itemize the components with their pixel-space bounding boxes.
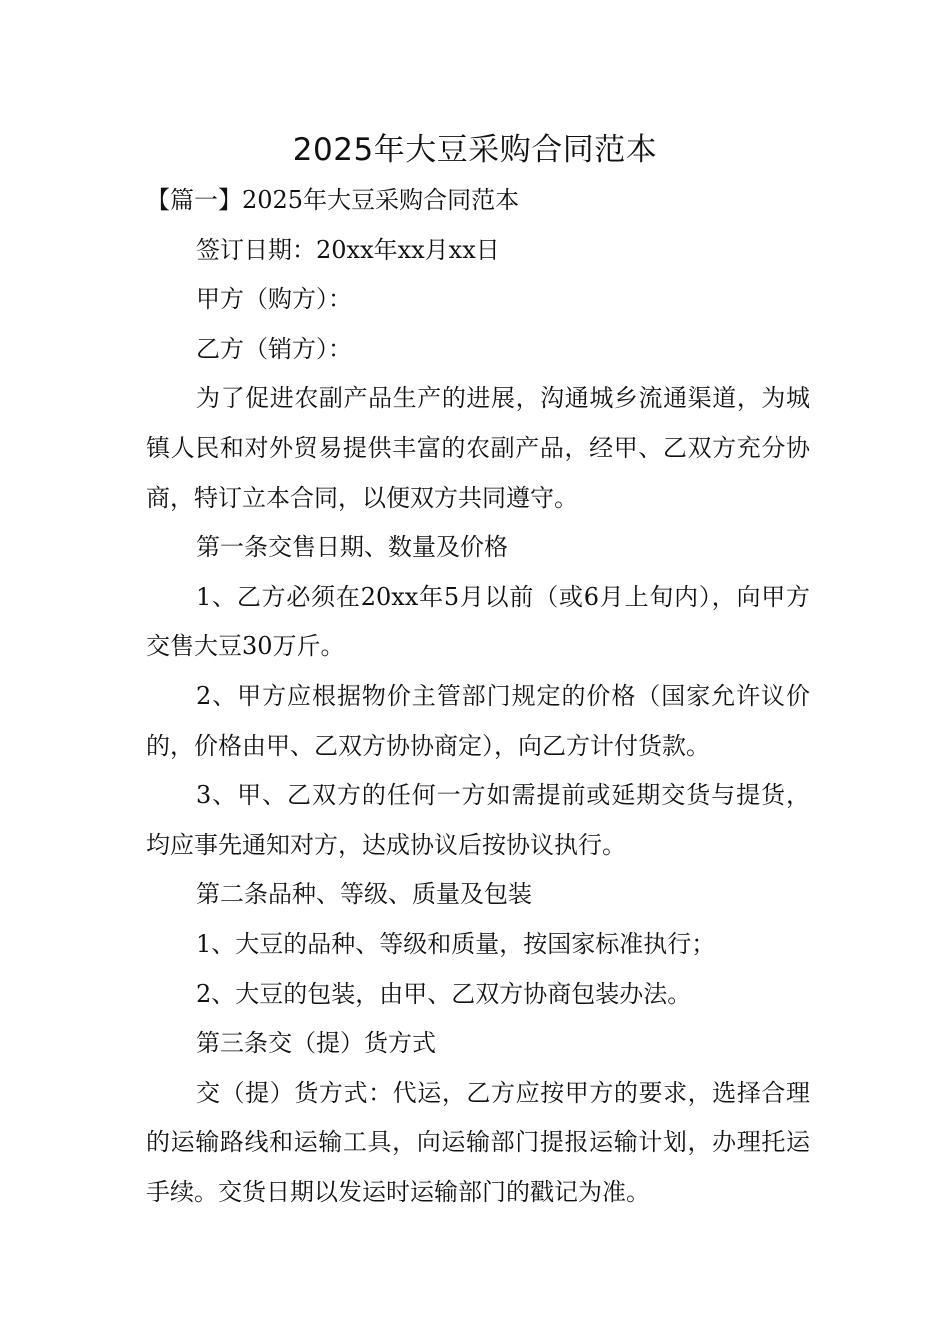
- article-2-item: 2、大豆的包装，由甲、乙双方协商包装办法。: [196, 979, 692, 1008]
- party-a: 甲方（购方）：: [196, 285, 352, 314]
- article-1-heading: 第一条交售日期、数量及价格: [196, 533, 508, 562]
- party-b: 乙方（销方）：: [196, 334, 352, 363]
- sign-date: 签订日期：20xx年xx月xx日: [196, 235, 500, 264]
- article-1-item: 3、甲、乙双方的任何一方如需提前或延期交货与提货，均应事先通知对方，达成协议后按协议执行。: [146, 781, 810, 859]
- article-2-item: 1、大豆的品种、等级和质量，按国家标准执行；: [196, 929, 716, 958]
- article-1-item: 1、乙方必须在20xx年5月以前（或6月上旬内），向甲方交售大豆30万斤。: [146, 582, 810, 661]
- article-2-heading: 第二条品种、等级、质量及包装: [196, 880, 532, 909]
- document-title: 2025年大豆采购合同范本: [292, 132, 658, 168]
- article-1-item: 2、甲方应根据物价主管部门规定的价格（国家允许议价的，价格由甲、乙双方协协商定），向乙方计付货款。: [146, 681, 810, 760]
- article-3-heading: 第三条交（提）货方式: [196, 1029, 436, 1058]
- section-heading: 【篇一】2025年大豆采购合同范本: [146, 186, 520, 214]
- document-body: [146, 176, 810, 1217]
- preamble-paragraph: 为了促进农副产品生产的进展，沟通城乡流通渠道，为城镇人民和对外贸易提供丰富的农副产品，经甲、乙双方充分协商，特订立本合同，以便双方共同遵守。: [146, 384, 810, 512]
- article-3-item: 交（提）货方式：代运，乙方应按甲方的要求，选择合理的运输路线和运输工具，向运输部门提报运输计划，办理托运手续。交货日期以发运时运输部门的戳记为准。: [146, 1078, 810, 1206]
